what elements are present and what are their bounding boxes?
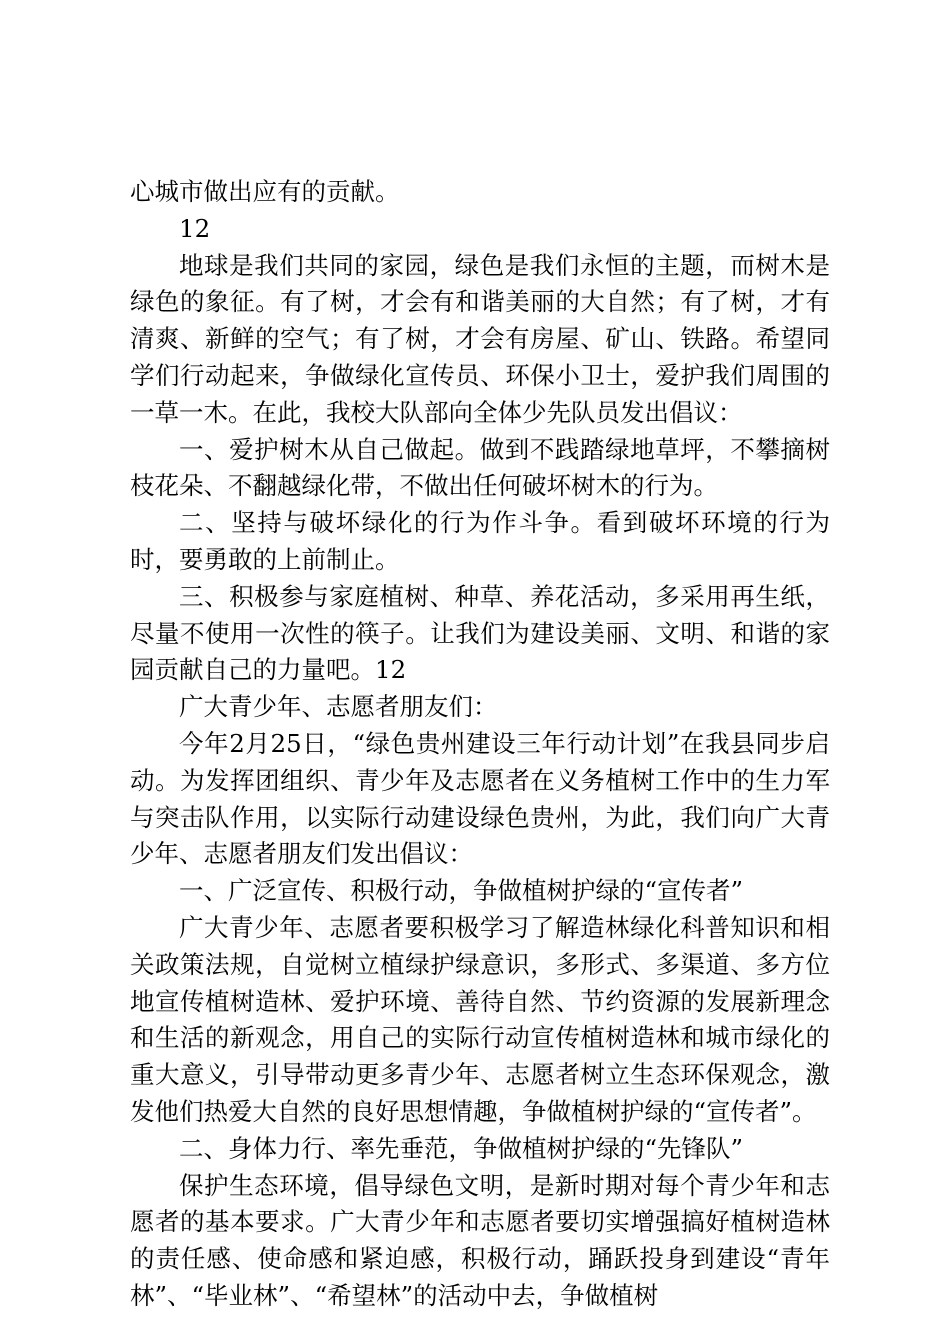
paragraph: 地球是我们共同的家园，绿色是我们永恒的主题，而树木是绿色的象征。有了树，才会有和谐美丽的大自然；有了树，才有清爽、新鲜的空气；有了树，才会有房屋、矿山、铁路。希望同学们行动起来，争做绿化宣传员、环保小卫士，爱护我们周围的一草一木。在此，我校大队部向全体少先队员发出倡议：	[130, 250, 830, 427]
section-heading: 一、广泛宣传、积极行动，争做植树护绿的“宣传者”	[179, 876, 744, 906]
section-heading: 二、身体力行、率先垂范，争做植树护绿的“先锋队”	[179, 1133, 744, 1163]
paragraph: 二、坚持与破坏绿化的行为作斗争。看到破坏环境的行为时，要勇敢的上前制止。	[130, 508, 830, 574]
paragraph: 保护生态环境，倡导绿色文明，是新时期对每个青少年和志愿者的基本要求。广大青少年和志愿者要切实增强搞好植树造林的责任感、使命感和紧迫感，积极行动，踊跃投身到建设“青年林”、“毕业林”、“希望林”的活动中去，争做植树	[130, 1170, 830, 1310]
paragraph-continuation: 心城市做出应有的贡献。	[130, 177, 400, 206]
paragraph: 一、爱护树木从自己做起。做到不践踏绿地草坪，不攀摘树枝花朵、不翻越绿化带，不做出任何破坏树木的行为。	[130, 434, 830, 501]
paragraph: 今年2月25日，“绿色贵州建设三年行动计划”在我县同步启动。为发挥团组织、青少年及志愿者在义务植树工作中的生力军与突击队作用，以实际行动建设绿色贵州，为此，我们向广大青少年、志愿者朋友们发出倡议：	[130, 728, 830, 869]
salutation: 广大青少年、志愿者朋友们：	[179, 692, 498, 722]
paragraph: 三、积极参与家庭植树、种草、养花活动，多采用再生纸，尽量不使用一次性的筷子。让我们为建设美丽、文明、和谐的家园贡献自己的力量吧。12	[130, 581, 830, 685]
document-body	[130, 174, 830, 1315]
paragraph-number: 12	[179, 213, 211, 243]
paragraph: 广大青少年、志愿者要积极学习了解造林绿化科普知识和相关政策法规，自觉树立植绿护绿意识，多形式、多渠道、多方位地宣传植树造林、爱护环境、善待自然、节约资源的发展新理念和生活的新观念，用自己的实际行动宣传植树造林和城市绿化的重大意义，引导带动更多青少年、志愿者树立生态环保观念，激发他们热爱大自然的良好思想情趣，争做植树护绿的“宣传者”。	[130, 912, 830, 1126]
